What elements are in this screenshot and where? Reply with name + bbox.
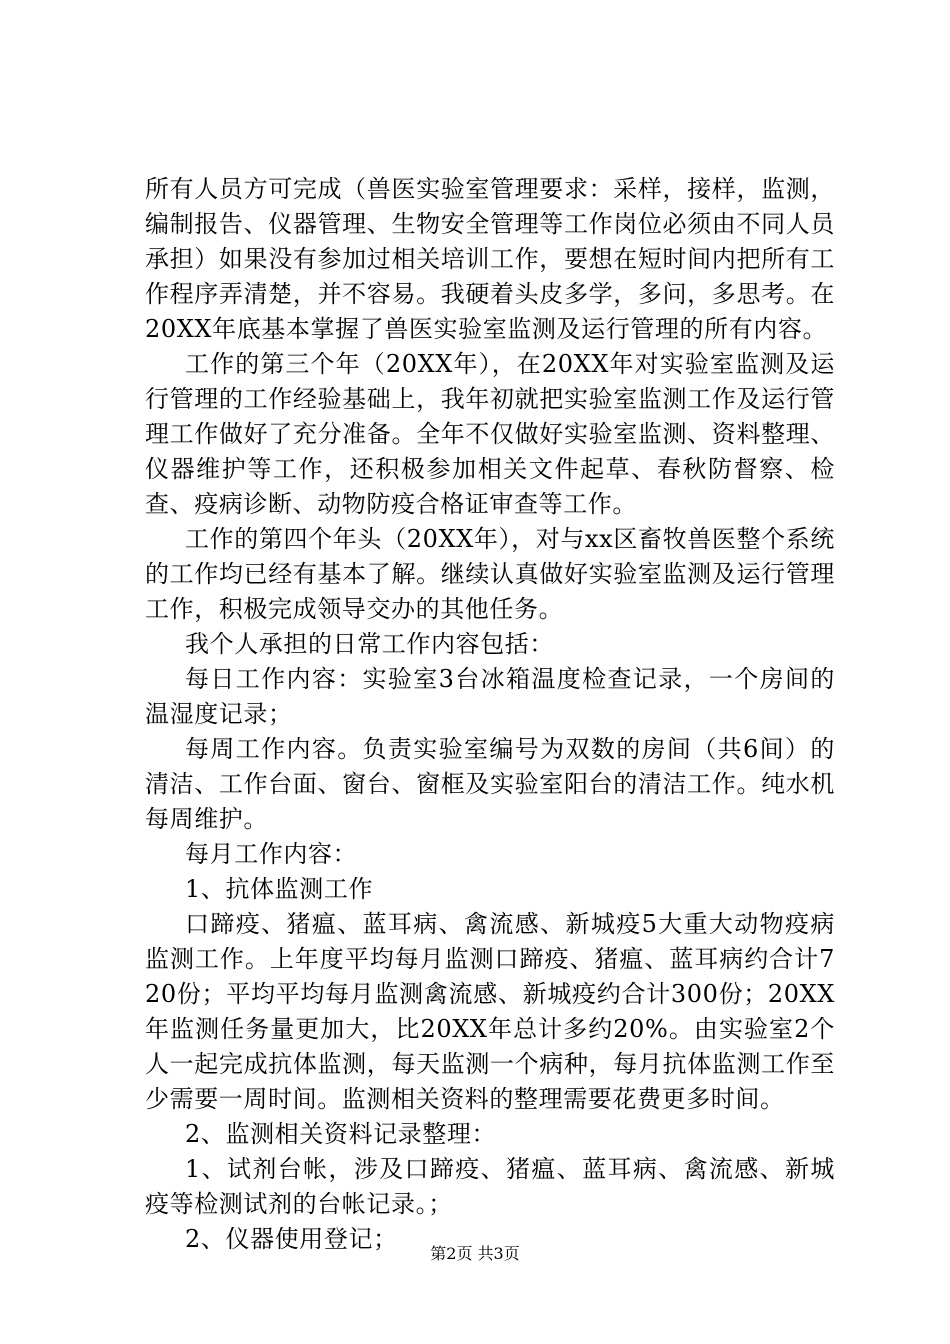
paragraph-reagent-ledger: 1、试剂台帐，涉及口蹄疫、猪瘟、蓝耳病、禽流感、新城疫等检测试剂的台帐记录。； xyxy=(145,1155,835,1218)
paragraph-third-year: 工作的第三个年（20XX年），在20XX年对实验室监测及运行管理的工作经验基础上，我年初就把实验室监测工作及运行管理工作做好了充分准备。全年不仅做好实验室监测、资料整理、仪器维护等工作，还积极参加相关文件起草、春秋防督察、检查、疫病诊断、动物防疫合格证审查等工作。 xyxy=(145,350,835,518)
paragraph-daily-intro: 我个人承担的日常工作内容包括： xyxy=(185,630,554,658)
page-number-footer: 第2页 共3页 xyxy=(430,1244,520,1263)
paragraph-antibody-detail: 口蹄疫、猪瘟、蓝耳病、禽流感、新城疫5大重大动物疫病监测工作。上年度平均每月监测口蹄疫、猪瘟、蓝耳病约合计720份；平均平均每月监测禽流感、新城疫约合计300份；20XX年监测任务量更加大，比20XX年总计多约20%。由实验室2个人一起完成抗体监测，每天监测一个病种，每月抗体监测工作至少需要一周时间。监测相关资料的整理需要花费更多时间。 xyxy=(145,910,835,1113)
paragraph-fourth-year: 工作的第四个年头（20XX年），对与xx区畜牧兽医整个系统的工作均已经有基本了解。继续认真做好实验室监测及运行管理工作，积极完成领导交办的其他任务。 xyxy=(145,525,835,623)
paragraph-continuation: 所有人员方可完成（兽医实验室管理要求：采样，接样，监测，编制报告、仪器管理、生物安全管理等工作岗位必须由不同人员承担）如果没有参加过相关培训工作，要想在短时间内把所有工作程序弄清楚，并不容易。我硬着头皮多学，多问，多思考。在20XX年底基本掌握了兽医实验室监测及运行管理的所有内容。 xyxy=(145,175,835,343)
paragraph-antibody-heading: 1、抗体监测工作 xyxy=(185,875,374,903)
paragraph-records-heading: 2、监测相关资料记录整理： xyxy=(185,1120,497,1148)
paragraph-daily-work: 每日工作内容：实验室3台冰箱温度检查记录，一个房间的温湿度记录； xyxy=(145,665,835,728)
paragraph-weekly-work: 每周工作内容。负责实验室编号为双数的房间（共6间）的清洁、工作台面、窗台、窗框及实验室阳台的清洁工作。纯水机每周维护。 xyxy=(145,735,835,833)
paragraph-instrument-log: 2、仪器使用登记； xyxy=(185,1225,398,1253)
document-body xyxy=(145,172,835,1257)
paragraph-monthly-heading: 每月工作内容： xyxy=(185,840,358,868)
